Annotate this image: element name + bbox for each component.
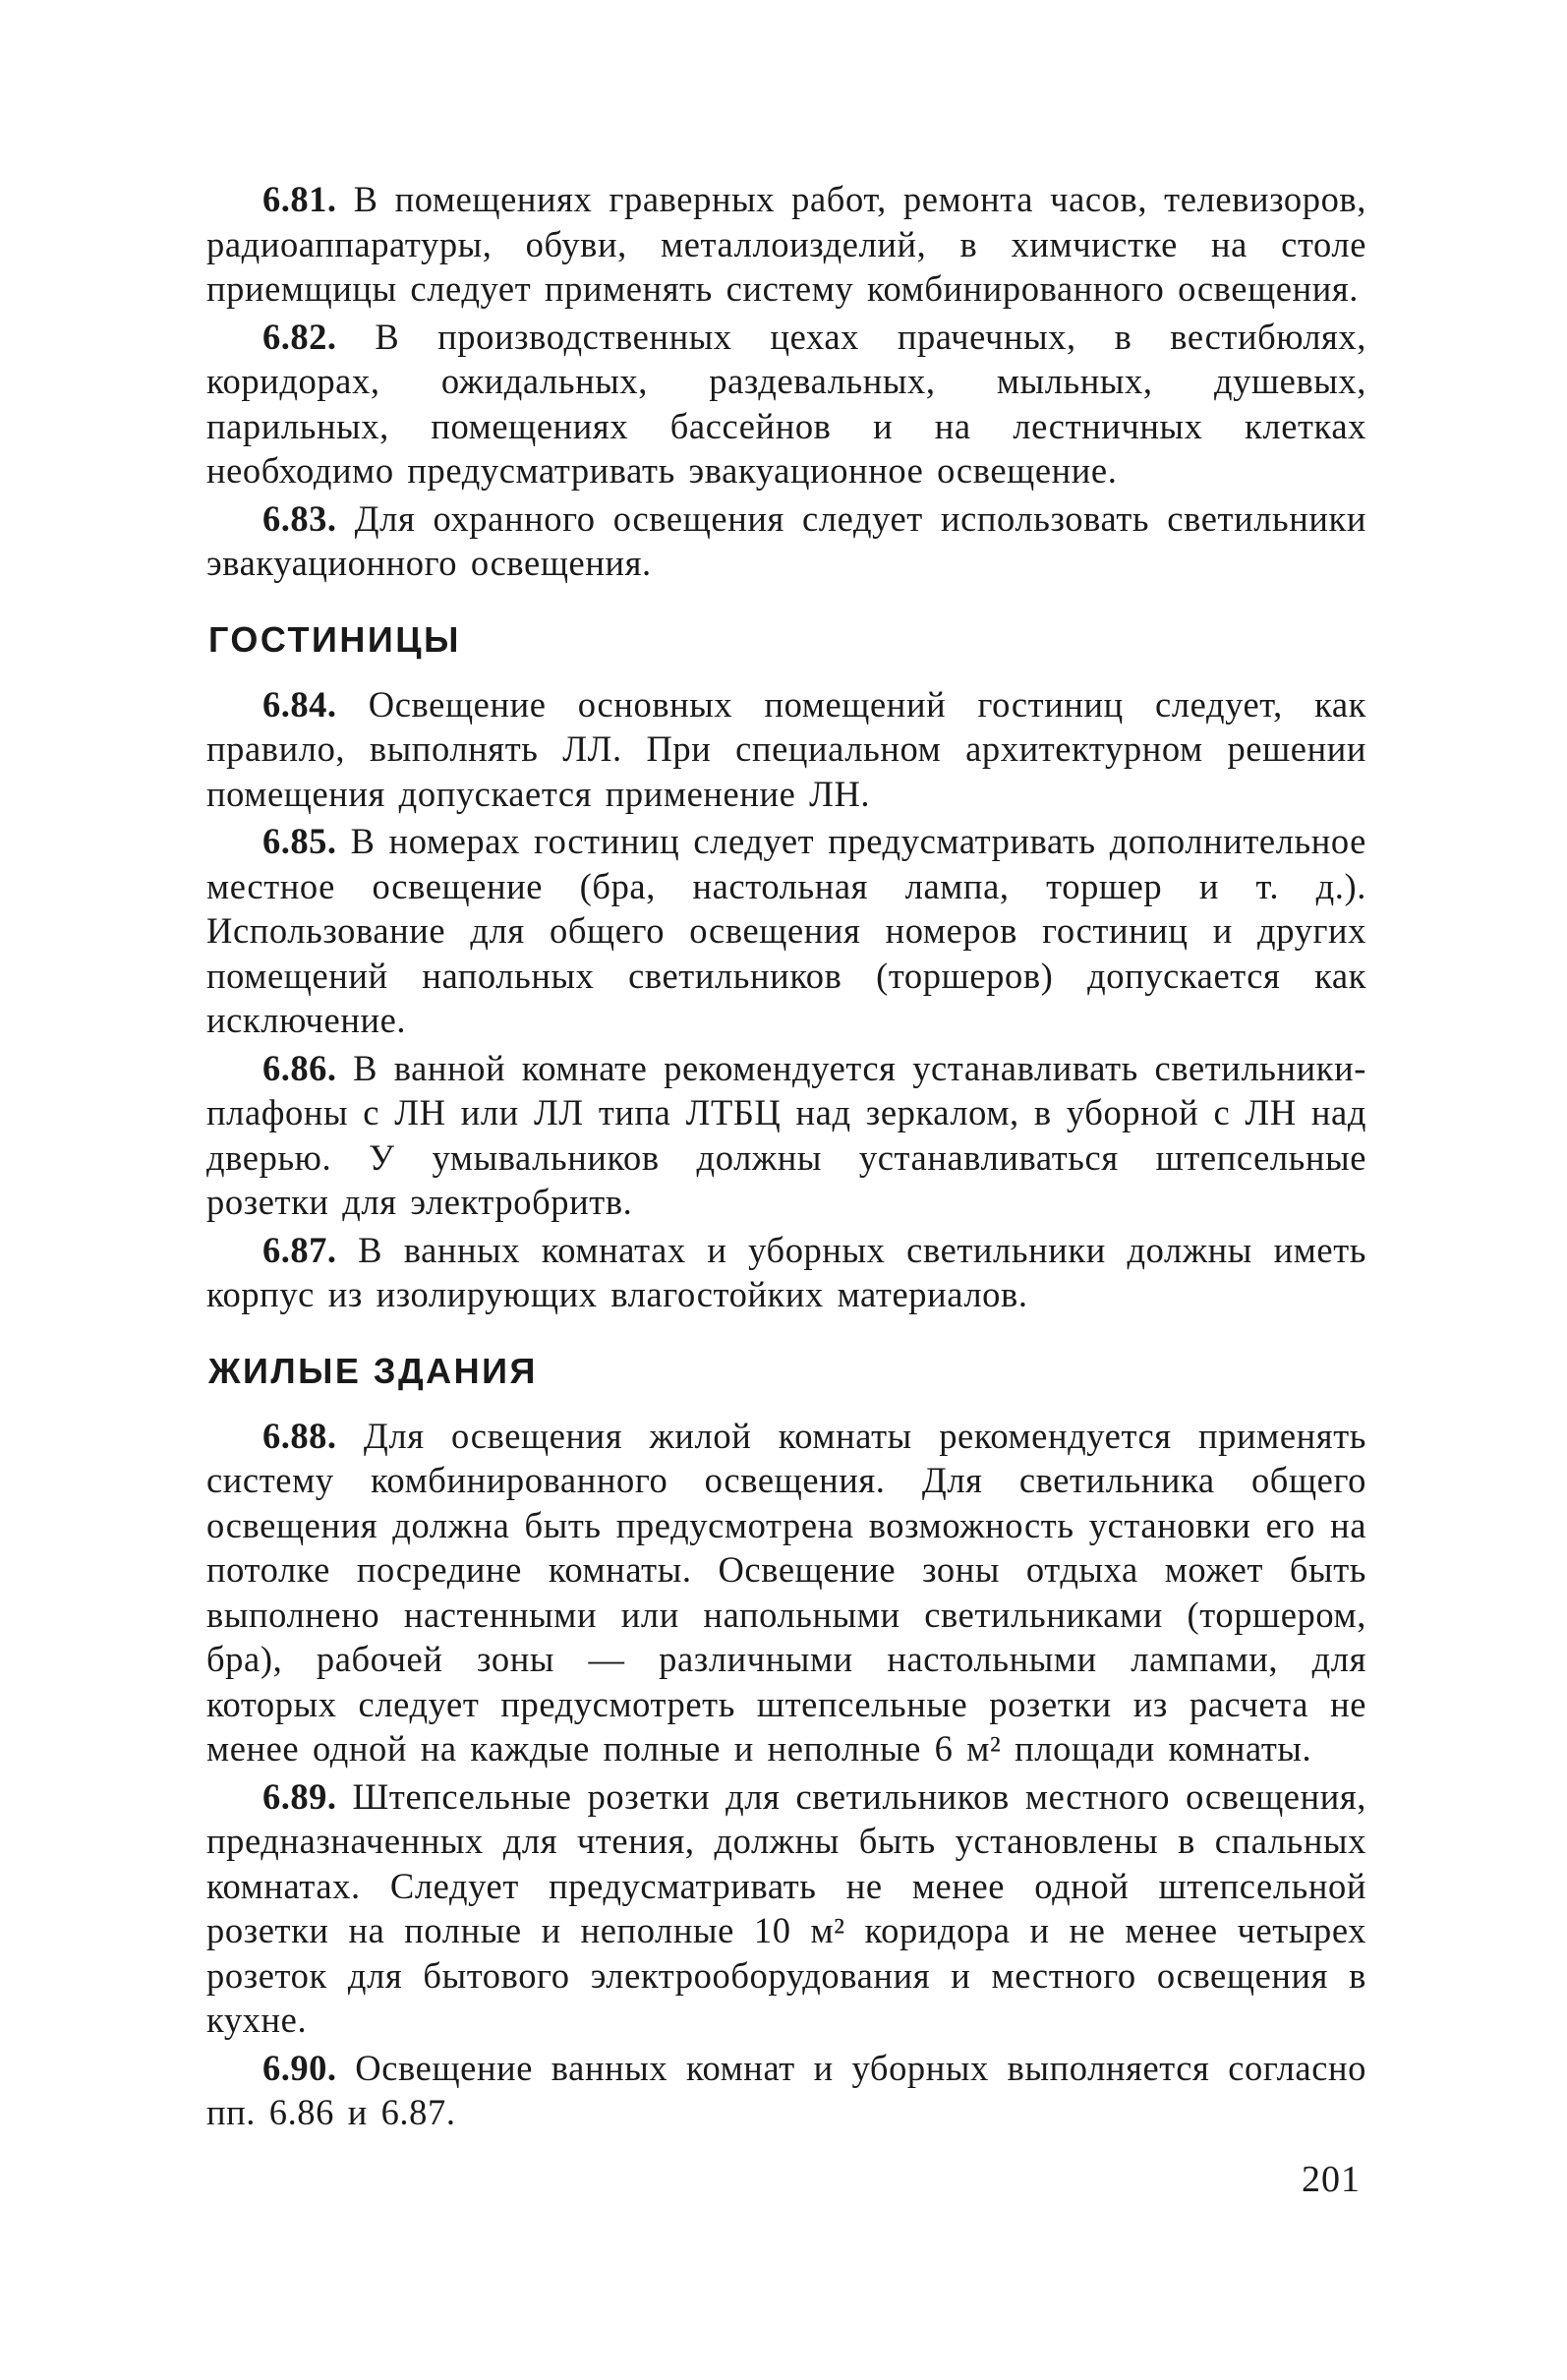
paragraph-number: 6.84. (262, 683, 337, 725)
section-heading: ЖИЛЫЕ ЗДАНИЯ (208, 1350, 538, 1391)
section-heading: ГОСТИНИЦЫ (208, 618, 461, 660)
section-hotels (206, 617, 1366, 1317)
section-intro (206, 177, 1366, 586)
paragraph-number: 6.88. (262, 1415, 337, 1456)
paragraph-text: Освещение основных помещений гостиниц следует, как правило, выполнять ЛЛ. При специальном архитектурном решении помещения допускается применение ЛН. (206, 683, 1366, 814)
paragraph-text: В ванной комнате рекомендуется устанавливать светильники-плафоны с ЛН или ЛЛ типа ЛТБЦ над зеркалом, в уборной с ЛН над дверью. У умывальников должны устанавливаться штепсельные розетки для электробритв. (206, 1047, 1366, 1222)
paragraph-6-83 (206, 496, 1366, 586)
paragraph-6-86 (206, 1046, 1366, 1225)
paragraph-6-87 (206, 1228, 1366, 1317)
section-residential (206, 1349, 1366, 2135)
paragraph-6-85 (206, 819, 1366, 1043)
paragraph-number: 6.86. (262, 1047, 337, 1088)
paragraph-number: 6.81. (262, 179, 337, 219)
paragraph-text: В номерах гостиниц следует предусматривать дополнительное местное освещение (бра, настольная лампа, торшер и т. д.). Использование для общего освещения номеров гостиниц и других помещений напольных светильников (торшеров) допускается как исключение. (206, 821, 1366, 1040)
paragraph-text: В производственных цехах прачечных, в вестибюлях, коридорах, ожидальных, раздевальных, мыльных, душевых, парильных, помещениях бассейнов и на лестничных клетках необходимо предусматривать эвакуационное освещение. (206, 316, 1366, 491)
paragraph-number: 6.83. (262, 497, 337, 539)
paragraph-text: Штепсельные розетки для светильников местного освещения, предназначенных для чтения, должны быть установлены в спальных комнатах. Следует предусматривать не менее одной штепсельной розетки на полные и неполные 10 м² коридора и не менее четырех розеток для бытового электрооборудования и местного освещения в кухне. (206, 1775, 1366, 2040)
paragraph-text: В помещениях граверных работ, ремонта часов, телевизоров, радиоаппаратуры, обуви, металлоизделий, в химчистке на столе приемщицы следует применять систему комбинированного освещения. (206, 179, 1366, 309)
paragraph-6-88 (206, 1414, 1366, 1771)
paragraph-number: 6.87. (262, 1229, 337, 1270)
paragraph-number: 6.90. (262, 2047, 337, 2088)
paragraph-number: 6.89. (262, 1775, 337, 1817)
paragraph-text: В ванных комнатах и уборных светильники должны иметь корпус из изолирующих влагостойких материалов. (206, 1229, 1366, 1314)
paragraph-text: Освещение ванных комнат и уборных выполняется согласно пп. 6.86 и 6.87. (206, 2047, 1366, 2132)
paragraph-number: 6.82. (262, 316, 337, 357)
paragraph-text: Для освещения жилой комнаты рекомендуется применять систему комбинированного освещения. Для светильника общего освещения должна быть предусмотрена возможность установки его на потолке посредине комнаты. Освещение зоны отдыха может быть выполнено настенными или напольными светильниками (торшером, бра), рабочей зоны — различными настольными лампами, для которых следует предусмотреть штепсельные розетки из расчета не менее одной на каждые полные и неполные 6 м² площади комнаты. (206, 1415, 1366, 1769)
paragraph-6-90 (206, 2046, 1366, 2135)
paragraph-6-81 (206, 177, 1366, 312)
paragraph-number: 6.85. (262, 821, 337, 861)
paragraph-text: Для охранного освещения следует использовать светильники эвакуационного освещения. (206, 497, 1366, 583)
paragraph-6-89 (206, 1774, 1366, 2043)
paragraph-6-84 (206, 682, 1366, 817)
paragraph-6-82 (206, 315, 1366, 493)
page-body (206, 177, 1366, 2138)
page-number: 201 (1302, 2159, 1361, 2200)
